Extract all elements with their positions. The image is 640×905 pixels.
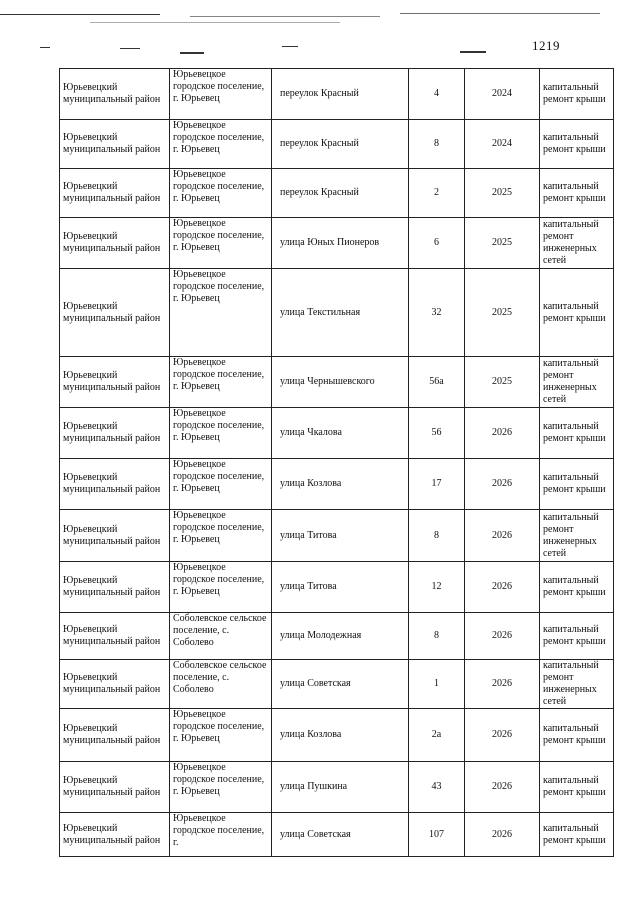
district-cell: Юрьевецкий муниципальный район — [60, 459, 170, 510]
district-cell: Юрьевецкий муниципальный район — [60, 660, 170, 709]
district-cell: Юрьевецкий муниципальный район — [60, 69, 170, 120]
house-number-cell: 107 — [409, 813, 465, 857]
year-cell: 2026 — [465, 813, 540, 857]
work-type-cell: капитальный ремонт инженерных сетей — [540, 357, 614, 408]
work-type-cell: капитальный ремонт крыши — [540, 562, 614, 613]
table-row — [60, 69, 614, 120]
settlement-cell: Юрьевецкое городское поселение, г. Юрьевец — [170, 269, 272, 357]
settlement-cell: Соболевское сельское поселение, с. Соболево — [170, 613, 272, 660]
year-cell: 2026 — [465, 613, 540, 660]
work-type-cell: капитальный ремонт крыши — [540, 762, 614, 813]
work-type-cell: капитальный ремонт крыши — [540, 120, 614, 169]
year-cell: 2026 — [465, 510, 540, 562]
scan-artifact-line — [400, 13, 600, 14]
district-cell: Юрьевецкий муниципальный район — [60, 357, 170, 408]
street-cell: переулок Красный — [272, 69, 409, 120]
settlement-cell: Юрьевецкое городское поселение, г. Юрьевец — [170, 709, 272, 762]
table-row — [60, 459, 614, 510]
settlement-cell: Юрьевецкое городское поселение, г. Юрьевец — [170, 459, 272, 510]
scan-artifact-line — [120, 48, 140, 49]
settlement-cell: Юрьевецкое городское поселение, г. Юрьевец — [170, 408, 272, 459]
house-number-cell: 17 — [409, 459, 465, 510]
table-row — [60, 510, 614, 562]
street-cell: переулок Красный — [272, 169, 409, 218]
house-number-cell: 2а — [409, 709, 465, 762]
house-number-cell: 43 — [409, 762, 465, 813]
street-cell: улица Козлова — [272, 459, 409, 510]
table-row — [60, 813, 614, 857]
settlement-cell: Юрьевецкое городское поселение, г. — [170, 813, 272, 857]
district-cell: Юрьевецкий муниципальный район — [60, 613, 170, 660]
district-cell: Юрьевецкий муниципальный район — [60, 562, 170, 613]
settlement-cell: Юрьевецкое городское поселение, г. Юрьевец — [170, 218, 272, 269]
work-type-cell: капитальный ремонт инженерных сетей — [540, 510, 614, 562]
table-row — [60, 562, 614, 613]
district-cell: Юрьевецкий муниципальный район — [60, 218, 170, 269]
district-cell: Юрьевецкий муниципальный район — [60, 269, 170, 357]
year-cell: 2025 — [465, 169, 540, 218]
scan-artifact-line — [180, 52, 204, 54]
settlement-cell: Юрьевецкое городское поселение, г. Юрьевец — [170, 562, 272, 613]
settlement-cell: Соболевское сельское поселение, с. Соболево — [170, 660, 272, 709]
district-cell: Юрьевецкий муниципальный район — [60, 813, 170, 857]
house-number-cell: 12 — [409, 562, 465, 613]
house-number-cell: 4 — [409, 69, 465, 120]
street-cell: улица Титова — [272, 510, 409, 562]
table-row — [60, 169, 614, 218]
year-cell: 2024 — [465, 120, 540, 169]
work-type-cell: капитальный ремонт крыши — [540, 408, 614, 459]
scan-artifact-line — [40, 47, 50, 48]
district-cell: Юрьевецкий муниципальный район — [60, 120, 170, 169]
house-number-cell: 8 — [409, 510, 465, 562]
district-cell: Юрьевецкий муниципальный район — [60, 408, 170, 459]
street-cell: улица Пушкина — [272, 762, 409, 813]
table-row — [60, 660, 614, 709]
district-cell: Юрьевецкий муниципальный район — [60, 169, 170, 218]
house-number-cell: 6 — [409, 218, 465, 269]
settlement-cell: Юрьевецкое городское поселение, г. Юрьевец — [170, 510, 272, 562]
settlement-cell: Юрьевецкое городское поселение, г. Юрьевец — [170, 169, 272, 218]
street-cell: переулок Красный — [272, 120, 409, 169]
street-cell: улица Титова — [272, 562, 409, 613]
page-number: 1219 — [532, 38, 560, 53]
table-row — [60, 613, 614, 660]
housing-repair-table — [59, 68, 614, 857]
house-number-cell: 8 — [409, 613, 465, 660]
work-type-cell: капитальный ремонт крыши — [540, 169, 614, 218]
house-number-cell: 32 — [409, 269, 465, 357]
district-cell: Юрьевецкий муниципальный район — [60, 762, 170, 813]
table-row — [60, 357, 614, 408]
house-number-cell: 1 — [409, 660, 465, 709]
year-cell: 2026 — [465, 459, 540, 510]
table-body — [60, 69, 614, 857]
year-cell: 2026 — [465, 408, 540, 459]
work-type-cell: капитальный ремонт крыши — [540, 709, 614, 762]
table-row — [60, 762, 614, 813]
table-row — [60, 218, 614, 269]
year-cell: 2026 — [465, 709, 540, 762]
settlement-cell: Юрьевецкое городское поселение, г. Юрьевец — [170, 357, 272, 408]
table-row — [60, 408, 614, 459]
table-row — [60, 269, 614, 357]
scan-artifact-line — [460, 51, 486, 53]
work-type-cell: капитальный ремонт инженерных сетей — [540, 660, 614, 709]
table-row — [60, 709, 614, 762]
work-type-cell: капитальный ремонт крыши — [540, 613, 614, 660]
settlement-cell: Юрьевецкое городское поселение, г. Юрьевец — [170, 69, 272, 120]
street-cell: улица Советская — [272, 660, 409, 709]
year-cell: 2026 — [465, 762, 540, 813]
street-cell: улица Советская — [272, 813, 409, 857]
district-cell: Юрьевецкий муниципальный район — [60, 510, 170, 562]
street-cell: улица Юных Пионеров — [272, 218, 409, 269]
year-cell: 2026 — [465, 660, 540, 709]
scan-artifact-line — [190, 16, 380, 17]
settlement-cell: Юрьевецкое городское поселение, г. Юрьевец — [170, 120, 272, 169]
year-cell: 2026 — [465, 562, 540, 613]
scan-artifact-line — [0, 14, 160, 15]
street-cell: улица Козлова — [272, 709, 409, 762]
house-number-cell: 56 — [409, 408, 465, 459]
street-cell: улица Текстильная — [272, 269, 409, 357]
work-type-cell: капитальный ремонт крыши — [540, 813, 614, 857]
work-type-cell: капитальный ремонт крыши — [540, 69, 614, 120]
table-row — [60, 120, 614, 169]
street-cell: улица Чернышевского — [272, 357, 409, 408]
street-cell: улица Молодежная — [272, 613, 409, 660]
settlement-cell: Юрьевецкое городское поселение, г. Юрьевец — [170, 762, 272, 813]
work-type-cell: капитальный ремонт крыши — [540, 459, 614, 510]
scan-artifact-line — [90, 22, 340, 23]
street-cell: улица Чкалова — [272, 408, 409, 459]
work-type-cell: капитальный ремонт крыши — [540, 269, 614, 357]
house-number-cell: 56а — [409, 357, 465, 408]
year-cell: 2025 — [465, 357, 540, 408]
year-cell: 2024 — [465, 69, 540, 120]
house-number-cell: 8 — [409, 120, 465, 169]
work-type-cell: капитальный ремонт инженерных сетей — [540, 218, 614, 269]
year-cell: 2025 — [465, 269, 540, 357]
scan-artifact-line — [282, 46, 298, 47]
district-cell: Юрьевецкий муниципальный район — [60, 709, 170, 762]
year-cell: 2025 — [465, 218, 540, 269]
house-number-cell: 2 — [409, 169, 465, 218]
